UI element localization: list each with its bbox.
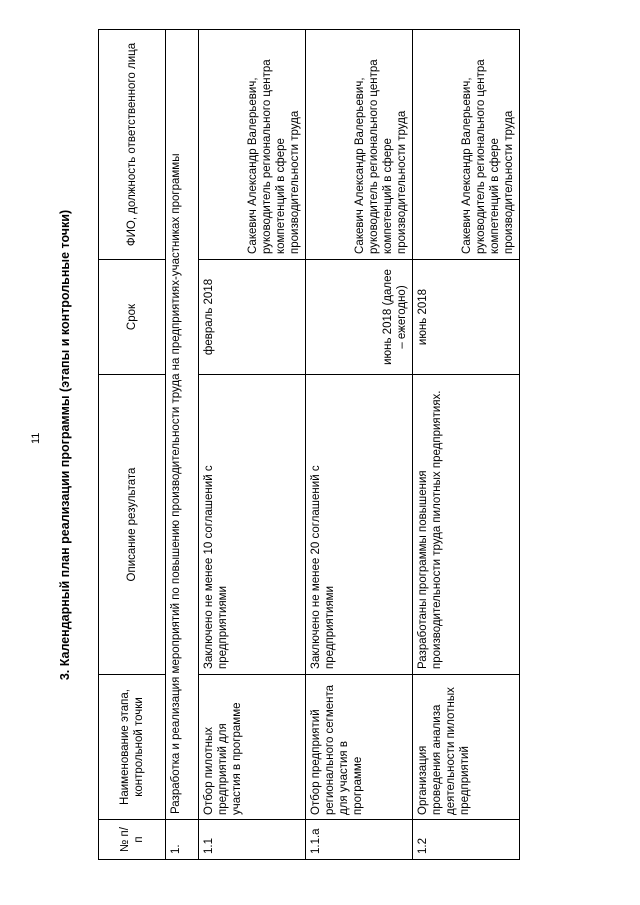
row-num: 1.1.a: [306, 820, 413, 860]
section-num: 1.: [166, 820, 199, 860]
row-deadline: февраль 2018: [199, 260, 306, 375]
header-deadline: Срок: [99, 260, 166, 375]
header-person: ФИО, должность ответственного лица: [99, 30, 166, 260]
row-result: Заключено не менее 20 соглашений с предприятиями: [306, 375, 413, 675]
page-number: 11: [30, 432, 42, 444]
row-result: Разработаны программы повышения производительности труда пилотных предприятиях.: [413, 375, 520, 675]
section-row: [166, 30, 199, 860]
table-row: [199, 30, 306, 860]
row-name: Отбор предприятий регионального сегмента для участия в программе: [306, 675, 413, 820]
row-deadline: июнь 2018 (далее – ежегодно): [306, 260, 413, 375]
row-person: Сакевич Александр Валерьевич, руководитель регионального центра компетенций в сфере производительности труда: [413, 30, 520, 260]
row-deadline: июнь 2018: [413, 260, 520, 375]
row-num: 1.1: [199, 820, 306, 860]
table-row: [306, 30, 413, 860]
table-header-row: [99, 30, 166, 860]
rotated-document-body: [58, 30, 528, 860]
section-title: Разработка и реализация мероприятий по повышению производительности труда на предприятиях-участниках программы: [166, 30, 199, 820]
row-num: 1.2: [413, 820, 520, 860]
row-result: Заключено не менее 10 соглашений с предприятиями: [199, 375, 306, 675]
table-row: [413, 30, 520, 860]
header-result: Описание результата: [99, 375, 166, 675]
row-person: Сакевич Александр Валерьевич, руководитель регионального центра компетенций в сфере производительности труда: [306, 30, 413, 260]
row-name: Организация проведения анализа деятельности пилотных предприятий: [413, 675, 520, 820]
row-name: Отбор пилотных предприятий для участия в программе: [199, 675, 306, 820]
header-num: № п/п: [99, 820, 166, 860]
calendar-plan-table: [98, 29, 520, 860]
section-heading: 3. Календарный план реализации программы (этапы и контрольные точки): [58, 209, 72, 681]
row-person: Сакевич Александр Валерьевич, руководитель регионального центра компетенций в сфере производительности труда: [199, 30, 306, 260]
header-name: Наименование этапа, контрольной точки: [99, 675, 166, 820]
